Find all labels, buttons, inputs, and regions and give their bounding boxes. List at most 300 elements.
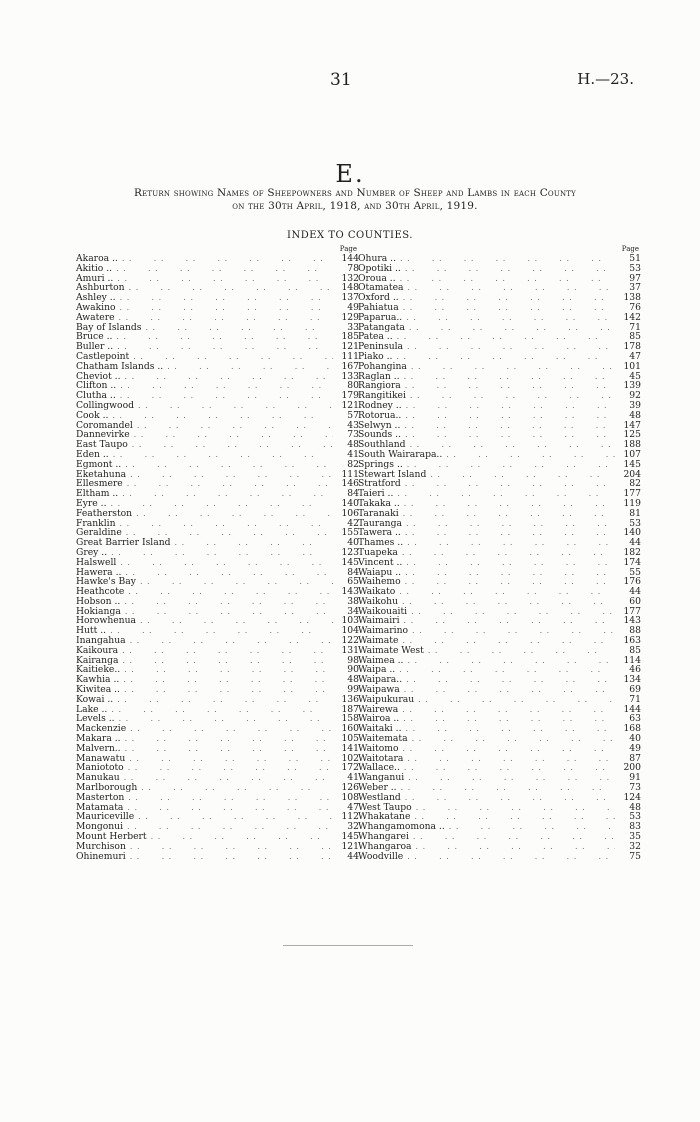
county-page-number: 44 [347, 850, 359, 862]
leader-dots [398, 636, 615, 646]
leader-dots [400, 763, 615, 773]
county-page-number: 143 [341, 586, 359, 598]
county-name: Hokianga [76, 605, 121, 617]
leader-dots [120, 597, 333, 607]
leader-dots [445, 822, 615, 832]
leader-dots [426, 470, 615, 480]
leader-dots [134, 812, 333, 822]
leader-dots [412, 803, 615, 813]
county-name: Waimate [358, 635, 399, 647]
county-entry [76, 264, 359, 274]
leader-dots [401, 411, 615, 421]
county-page-number: 102 [341, 752, 359, 764]
county-page-number: 168 [623, 723, 641, 735]
leader-dots [126, 636, 333, 646]
leader-dots [136, 577, 333, 587]
county-name: Cheviot .. [76, 370, 121, 382]
leader-dots [107, 499, 334, 509]
leader-dots [118, 646, 333, 656]
county-list-right [358, 254, 641, 861]
leader-dots [401, 577, 615, 587]
county-name: Stewart Island [358, 468, 427, 480]
county-page-number: 63 [629, 713, 641, 725]
county-page-number: 204 [623, 468, 641, 480]
county-page-number: 141 [341, 742, 359, 754]
county-page-number: 85 [629, 644, 641, 656]
county-page-number: 73 [629, 782, 641, 794]
county-name: Kawhia .. [76, 674, 120, 686]
county-name: Tauranga [358, 517, 402, 529]
county-name: Malvern.. [76, 742, 121, 754]
county-entry [76, 381, 359, 391]
leader-dots [141, 323, 333, 333]
county-page-number: 85 [629, 331, 641, 343]
leader-dots [395, 665, 615, 675]
county-entry [358, 479, 641, 489]
county-entry [76, 489, 359, 499]
county-name: Eyre .. [76, 497, 107, 509]
county-page-number: 182 [623, 546, 641, 558]
county-entry [76, 303, 359, 313]
county-entry [76, 479, 359, 489]
county-name: Clifton .. [76, 380, 117, 392]
county-name: Waitotara [358, 752, 404, 764]
leader-dots [112, 264, 333, 274]
county-name: Featherston [76, 507, 133, 519]
county-name: Grey .. [76, 546, 108, 558]
document-code: H.—23. [577, 70, 634, 88]
county-name: Matamata [76, 801, 124, 813]
county-page-number: 82 [629, 478, 641, 490]
leader-dots [116, 558, 333, 568]
leader-dots [128, 440, 333, 450]
leader-dots [116, 391, 333, 401]
leader-dots [401, 793, 615, 803]
county-name: Whangaroa [358, 840, 412, 852]
leader-dots [400, 372, 615, 382]
county-name: Whangamomona .. [358, 821, 445, 833]
county-page-number: 75 [629, 850, 641, 862]
county-name: Inangahua [76, 635, 126, 647]
county-page-number: 88 [629, 625, 641, 637]
leader-dots [403, 460, 615, 470]
county-name: Wallace.. [358, 762, 400, 774]
leader-dots [393, 489, 615, 499]
leader-dots [120, 773, 333, 783]
county-page-number: 91 [629, 772, 641, 784]
county-name: Franklin [76, 517, 116, 529]
leader-dots [123, 822, 333, 832]
county-name: Tuapeka [358, 546, 398, 558]
county-entry [358, 411, 641, 421]
county-name: Waimarino [358, 625, 409, 637]
county-entry [358, 695, 641, 705]
county-page-number: 178 [623, 341, 641, 353]
county-name: Buller .. [76, 341, 114, 353]
county-name: Waipukurau [358, 693, 415, 705]
leader-dots [401, 568, 615, 578]
county-name: Hutt .. [76, 625, 107, 637]
leader-dots [134, 401, 333, 411]
county-name: Paparua.. [358, 311, 403, 323]
county-name: Clutha .. [76, 390, 116, 402]
county-page-number: 107 [623, 448, 641, 460]
county-list-left [76, 254, 359, 861]
county-name: Wairewa [358, 703, 399, 715]
county-name: Manawatu [76, 752, 126, 764]
county-entry [358, 283, 641, 293]
section-letter: E. [335, 160, 365, 188]
county-name: Mongonui [76, 821, 124, 833]
county-name: Whangarei [358, 831, 409, 843]
county-page-number: 40 [629, 733, 641, 745]
leader-dots [124, 793, 333, 803]
county-page-number: 37 [629, 282, 641, 294]
leader-dots [397, 783, 615, 793]
leader-dots [126, 842, 333, 852]
county-name: Waipa .. [358, 664, 396, 676]
county-page-number: 97 [629, 272, 641, 284]
county-page-number: 172 [341, 762, 359, 774]
leader-dots [408, 626, 615, 636]
leader-dots [407, 607, 615, 617]
county-name: Raglan .. [358, 370, 400, 382]
county-page-number: 46 [629, 664, 641, 676]
county-page-number: 123 [341, 546, 359, 558]
county-page-number: 185 [341, 331, 359, 343]
county-page-number: 32 [347, 821, 359, 833]
county-name: Springs .. [358, 458, 403, 470]
county-name: Collingwood [76, 399, 134, 411]
county-name: Masterton [76, 791, 125, 803]
county-name: Rodney .. [358, 399, 402, 411]
county-name: Mackenzie [76, 723, 127, 735]
county-name: Southland [358, 439, 406, 451]
county-entry [358, 323, 641, 333]
county-name: Oroua .. [358, 272, 396, 284]
leader-dots [118, 254, 333, 264]
county-name: Peninsula [358, 341, 404, 353]
county-page-number: 144 [623, 703, 641, 715]
leader-dots [115, 313, 333, 323]
county-page-number: 188 [623, 439, 641, 451]
county-name: Ashburton [76, 282, 125, 294]
county-name: Rangiora [358, 380, 401, 392]
county-page-number: 39 [629, 399, 641, 411]
county-name: Awakino [76, 301, 116, 313]
county-name: Heathcote [76, 586, 125, 598]
county-name: Waimairi [358, 615, 400, 627]
county-page-number: 47 [629, 350, 641, 362]
county-entry [358, 362, 641, 372]
county-page-number: 131 [341, 644, 359, 656]
county-entry [76, 283, 359, 293]
county-name: Halswell [76, 556, 117, 568]
county-page-number: 53 [629, 262, 641, 274]
county-entry [76, 509, 359, 519]
county-page-number: 42 [347, 517, 359, 529]
county-name: Otamatea [358, 282, 404, 294]
county-entry [358, 705, 641, 715]
county-name: Waipara.. [358, 674, 403, 686]
leader-dots [116, 381, 333, 391]
county-entry [76, 401, 359, 411]
county-entry [358, 489, 641, 499]
leader-dots [115, 714, 333, 724]
leader-dots [402, 313, 615, 323]
county-page-number: 103 [341, 615, 359, 627]
county-page-number: 146 [341, 478, 359, 490]
county-name: Woodville [358, 850, 404, 862]
leader-dots [412, 842, 615, 852]
leader-dots [116, 303, 333, 313]
county-name: Bruce .. [76, 331, 113, 343]
county-name: Waikouaiti [358, 605, 408, 617]
leader-dots [398, 548, 615, 558]
county-page-number: 145 [341, 831, 359, 843]
county-name: Thames .. [358, 537, 404, 549]
county-name: Mauriceville [76, 811, 135, 823]
county-name: Westland [358, 791, 401, 803]
county-name: Kiwitea .. [76, 684, 120, 696]
county-name: Hawke's Bay [76, 576, 136, 588]
leader-dots [399, 303, 615, 313]
leader-dots [414, 695, 615, 705]
county-page-number: 71 [629, 321, 641, 333]
county-name: Horowhenua [76, 615, 136, 627]
county-name: Selwyn .. [358, 419, 401, 431]
leader-dots [116, 519, 333, 529]
county-entry [358, 264, 641, 274]
county-page-number: 105 [341, 733, 359, 745]
county-name: Vincent .. [358, 556, 403, 568]
county-page-number: 47 [347, 801, 359, 813]
leader-dots [402, 558, 615, 568]
leader-dots [406, 391, 615, 401]
county-page-number: 119 [623, 497, 641, 509]
county-entry [76, 372, 359, 382]
county-page-number: 51 [629, 253, 641, 264]
leader-dots [126, 724, 333, 734]
county-page-number: 48 [347, 674, 359, 686]
county-page-number: 125 [623, 429, 641, 441]
county-name: Weber .. [358, 782, 397, 794]
leader-dots [123, 803, 333, 813]
county-page-number: 167 [341, 360, 359, 372]
county-name: Maniototo [76, 762, 124, 774]
county-name: Wanganui [358, 772, 405, 784]
leader-dots [399, 744, 615, 754]
county-name: East Taupo [76, 439, 128, 451]
leader-dots [107, 705, 333, 715]
leader-dots [125, 283, 333, 293]
leader-dots [402, 519, 615, 529]
leader-dots [402, 675, 615, 685]
leader-dots [393, 332, 615, 342]
county-page-number: 33 [347, 321, 359, 333]
county-page-number: 34 [347, 605, 359, 617]
county-name: Waimate West [358, 644, 424, 656]
county-page-number: 112 [341, 811, 359, 823]
county-page-number: 137 [341, 292, 359, 304]
county-page-number: 65 [347, 576, 359, 588]
county-page-number: 60 [629, 595, 641, 607]
county-page-number: 99 [347, 684, 359, 696]
leader-dots [401, 264, 615, 274]
county-page-number: 44 [629, 586, 641, 598]
leader-dots [403, 656, 615, 666]
county-page-number: 200 [623, 762, 641, 774]
county-entry [358, 499, 641, 509]
county-page-number: 147 [623, 419, 641, 431]
county-page-number: 136 [341, 693, 359, 705]
leader-dots [118, 656, 333, 666]
county-name: Rotorua.. [358, 409, 402, 421]
leader-dots [401, 381, 615, 391]
county-entry [76, 332, 359, 342]
county-name: Waikato [358, 586, 396, 598]
leader-dots [400, 616, 615, 626]
leader-dots [401, 528, 615, 538]
county-page-number: 44 [629, 537, 641, 549]
county-page-number: 174 [623, 556, 641, 568]
title-line-1: Return showing Names of Sheepowners and Number of Sheep and Lambs in each County [134, 187, 576, 199]
county-page-number: 41 [347, 448, 359, 460]
leader-dots [424, 646, 615, 656]
title-line-2: on the 30th April, 1918, and 30th April, 1919. [232, 200, 478, 212]
county-entry [358, 734, 641, 744]
county-name: Castlepoint [76, 350, 130, 362]
county-name: Eketahuna [76, 468, 127, 480]
county-page-number: 179 [341, 390, 359, 402]
county-entry [76, 538, 359, 548]
leader-dots [396, 254, 615, 264]
county-name: Sounds .. [358, 429, 402, 441]
leader-dots [121, 744, 333, 754]
county-page-number: 87 [629, 752, 641, 764]
county-entry [76, 636, 359, 646]
county-page-number: 133 [341, 370, 359, 382]
leader-dots [402, 401, 615, 411]
leader-dots [136, 616, 333, 626]
county-page-number: 76 [629, 301, 641, 313]
county-entry [358, 342, 641, 352]
county-page-number: 40 [347, 537, 359, 549]
leader-dots [399, 509, 615, 519]
leader-dots [400, 685, 615, 695]
index-column-right [358, 244, 641, 861]
leader-dots [137, 783, 333, 793]
county-page-number: 138 [623, 292, 641, 304]
county-name: Lake .. [76, 703, 108, 715]
leader-dots [392, 352, 615, 362]
county-page-number: 111 [341, 350, 359, 362]
county-name: Bay of Islands [76, 321, 142, 333]
county-page-number: 111 [341, 468, 359, 480]
county-page-number: 158 [341, 713, 359, 725]
leader-dots [395, 587, 615, 597]
county-name: Dannevirke [76, 429, 130, 441]
county-entry [76, 646, 359, 656]
leader-dots [112, 332, 333, 342]
county-page-number: 143 [623, 615, 641, 627]
return-title [80, 187, 630, 213]
leader-dots [121, 460, 333, 470]
county-page-number: 49 [629, 742, 641, 754]
county-name: Ashley .. [76, 292, 116, 304]
leader-dots [403, 852, 615, 862]
county-name: Coromandel [76, 419, 133, 431]
leader-dots [404, 773, 615, 783]
county-name: Tawera .. [358, 527, 401, 539]
county-name: Waiapu .. [358, 566, 402, 578]
county-name: Ohinemuri [76, 850, 126, 862]
county-entry [358, 626, 641, 636]
county-name: Hobson .. [76, 595, 121, 607]
county-name: Takaka .. [358, 497, 400, 509]
county-name: Levels .. [76, 713, 115, 725]
county-entry [358, 538, 641, 548]
county-entry [76, 695, 359, 705]
leader-dots [147, 832, 333, 842]
county-page-number: 144 [341, 253, 359, 264]
county-name: Chatham Islands .. [76, 360, 164, 372]
county-page-number: 106 [341, 507, 359, 519]
county-page-number: 43 [347, 419, 359, 431]
leader-dots [124, 587, 333, 597]
county-page-number: 108 [341, 791, 359, 803]
county-page-number: 83 [629, 821, 641, 833]
county-name: Opotiki .. [358, 262, 401, 274]
county-page-number: 55 [629, 566, 641, 578]
county-page-number: 41 [347, 772, 359, 784]
leader-dots [108, 411, 333, 421]
county-page-number: 121 [341, 840, 359, 852]
county-page-number: 145 [341, 556, 359, 568]
county-name: Taranaki [358, 507, 399, 519]
county-page-number: 132 [341, 272, 359, 284]
county-page-number: 145 [623, 458, 641, 470]
county-name: Makara .. [76, 733, 121, 745]
county-name: Amuri .. [76, 272, 114, 284]
county-name: South Wairarapa.. [358, 448, 443, 460]
county-name: Ohura .. [358, 253, 396, 264]
county-page-number: 38 [347, 595, 359, 607]
leader-dots [408, 734, 615, 744]
county-page-number: 90 [347, 664, 359, 676]
county-page-number: 81 [629, 507, 641, 519]
county-name: Stratford [358, 478, 401, 490]
leader-dots [121, 734, 333, 744]
county-page-number: 48 [347, 439, 359, 451]
county-page-number: 45 [629, 370, 641, 382]
leader-dots [396, 274, 615, 284]
page-number: 31 [330, 70, 352, 90]
county-page-number: 124 [623, 791, 641, 803]
leader-dots [120, 665, 333, 675]
county-name: Manukau [76, 772, 120, 784]
county-name: Kaikoura [76, 644, 119, 656]
county-entry [358, 587, 641, 597]
county-name: Piako .. [358, 350, 393, 362]
leader-dots [401, 430, 615, 440]
leader-dots [405, 323, 615, 333]
index-column-left [76, 244, 359, 861]
county-name: Akaroa .. [76, 253, 118, 264]
county-entry [76, 293, 359, 303]
county-page-number: 48 [629, 801, 641, 813]
county-name: Egmont .. [76, 458, 122, 470]
